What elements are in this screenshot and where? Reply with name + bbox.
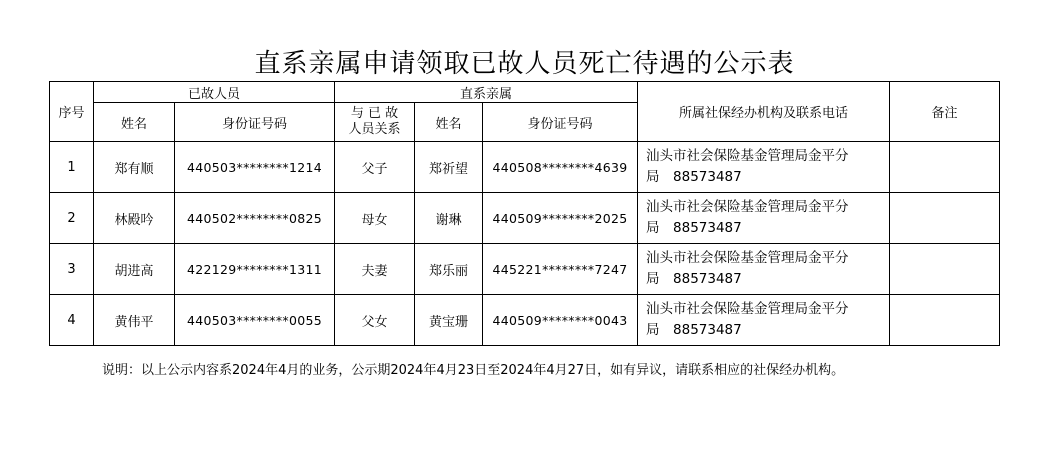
cell-deceased-name: 林殿吟: [94, 193, 175, 244]
header-seq: 序号: [50, 82, 94, 142]
cell-deceased-name: 郑有顺: [94, 142, 175, 193]
header-relation-line2: 人员关系: [348, 122, 401, 137]
cell-deceased-id: 440503********0055: [175, 295, 335, 346]
org-line1: 汕头市社会保险基金管理局金平分: [646, 199, 849, 215]
header-remark: 备注: [890, 82, 1000, 142]
cell-org: [638, 193, 890, 244]
cell-relative-name: 郑乐丽: [415, 244, 483, 295]
cell-seq: 3: [50, 244, 94, 295]
cell-remark: [890, 295, 1000, 346]
cell-org: [638, 295, 890, 346]
cell-org: [638, 142, 890, 193]
cell-relation: 父子: [335, 142, 415, 193]
footnote: 说明：以上公示内容系2024年4月的业务，公示期2024年4月23日至2024年4月27日，如有异议，请联系相应的社保经办机构。: [102, 363, 845, 378]
org-line1: 汕头市社会保险基金管理局金平分: [646, 148, 849, 164]
header-relative-group: 直系亲属: [335, 82, 638, 103]
table-row: [50, 193, 1000, 244]
cell-remark: [890, 193, 1000, 244]
org-line2: 局 88573487: [646, 220, 742, 236]
cell-relative-name: 郑祈望: [415, 142, 483, 193]
cell-remark: [890, 142, 1000, 193]
header-deceased-id: 身份证号码: [175, 103, 335, 142]
cell-deceased-name: 胡进高: [94, 244, 175, 295]
cell-relation: 母女: [335, 193, 415, 244]
cell-relative-name: 谢琳: [415, 193, 483, 244]
cell-relation: 父女: [335, 295, 415, 346]
cell-deceased-id: 440503********1214: [175, 142, 335, 193]
cell-seq: 2: [50, 193, 94, 244]
org-line1: 汕头市社会保险基金管理局金平分: [646, 250, 849, 266]
cell-relative-name: 黄宝珊: [415, 295, 483, 346]
cell-deceased-id: 422129********1311: [175, 244, 335, 295]
cell-deceased-name: 黄伟平: [94, 295, 175, 346]
cell-org: [638, 244, 890, 295]
cell-relative-id: 440509********2025: [483, 193, 638, 244]
org-line2: 局 88573487: [646, 271, 742, 287]
header-relative-id: 身份证号码: [483, 103, 638, 142]
cell-relative-id: 440509********0043: [483, 295, 638, 346]
header-deceased-name: 姓名: [94, 103, 175, 142]
cell-relative-id: 440508********4639: [483, 142, 638, 193]
header-relation-line1: 与 已 故: [350, 106, 399, 121]
header-relative-name: 姓名: [415, 103, 483, 142]
header-deceased-group: 已故人员: [94, 82, 335, 103]
org-line2: 局 88573487: [646, 169, 742, 185]
cell-remark: [890, 244, 1000, 295]
cell-relation: 夫妻: [335, 244, 415, 295]
table-row: [50, 244, 1000, 295]
notice-table: [49, 81, 1000, 346]
cell-seq: 1: [50, 142, 94, 193]
table-row: [50, 142, 1000, 193]
cell-deceased-id: 440502********0825: [175, 193, 335, 244]
table-row: [50, 295, 1000, 346]
header-relation: [335, 103, 415, 142]
cell-seq: 4: [50, 295, 94, 346]
page-title: 直系亲属申请领取已故人员死亡待遇的公示表: [254, 49, 795, 79]
cell-relative-id: 445221********7247: [483, 244, 638, 295]
org-line2: 局 88573487: [646, 322, 742, 338]
org-line1: 汕头市社会保险基金管理局金平分: [646, 301, 849, 317]
header-org: 所属社保经办机构及联系电话: [638, 82, 890, 142]
